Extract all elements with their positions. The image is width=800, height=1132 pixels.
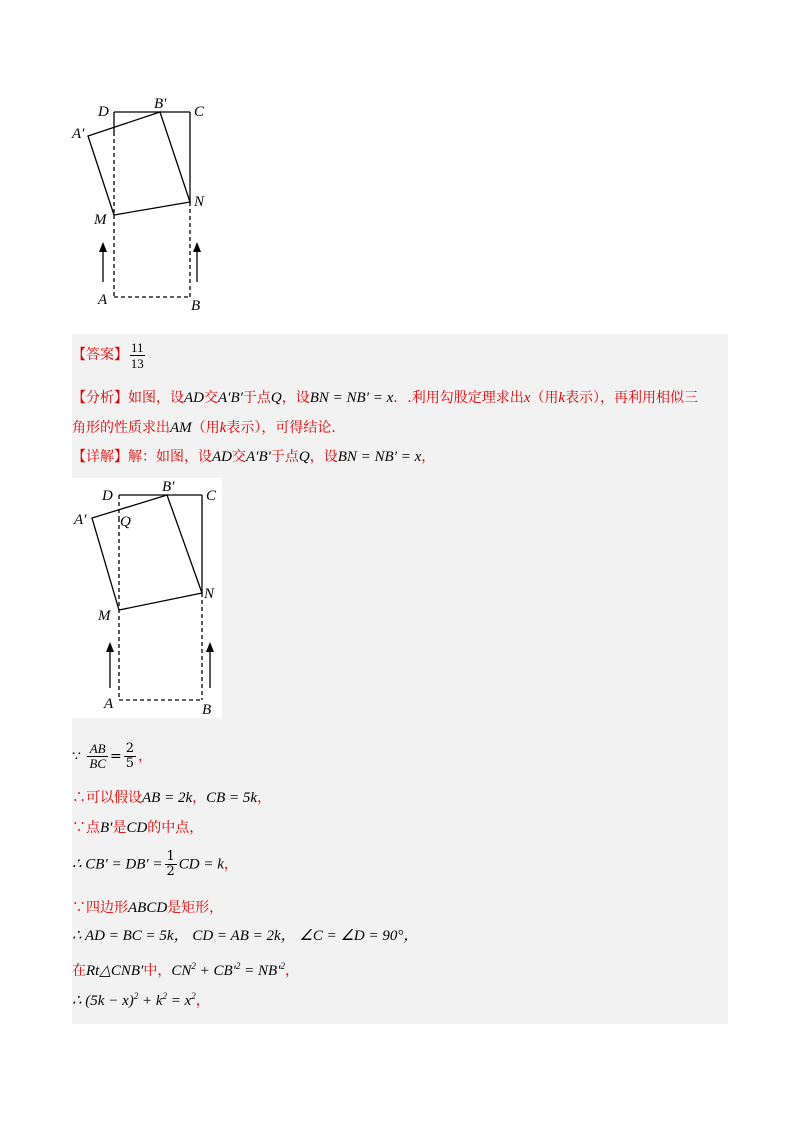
math-term: ∴ (5k − x) xyxy=(72,993,134,1009)
step-text: 的中点， xyxy=(147,820,204,836)
exponent: 2 xyxy=(235,961,241,971)
analysis-text: 角形的性质求出 xyxy=(72,420,170,436)
detail-text: ， xyxy=(421,449,436,465)
analysis-text: （用 xyxy=(530,390,559,406)
analysis-text: 如图，设 xyxy=(128,390,184,406)
analysis-text: 表示），再利用相似三 xyxy=(565,390,699,406)
folded-quad xyxy=(92,495,202,610)
analysis-text: ，设 xyxy=(281,390,310,406)
step-text: 是矩形， xyxy=(167,900,224,916)
label-d: D xyxy=(102,488,113,504)
math-cd: CD xyxy=(126,820,148,836)
math-cb-5k: CB = 5k xyxy=(206,790,258,806)
label-c: C xyxy=(194,104,205,120)
label-q: Q xyxy=(120,514,131,530)
math-bp: B′ xyxy=(100,820,113,836)
math-ad: AD xyxy=(184,390,204,406)
step-text: 在 xyxy=(72,963,86,979)
fraction-2-5 xyxy=(124,742,136,771)
math-x: x xyxy=(523,390,531,406)
folded-quad xyxy=(88,112,190,215)
comma: ， xyxy=(192,790,207,806)
answer-denominator: 13 xyxy=(130,356,144,371)
math-ad: AD xyxy=(212,449,232,465)
step-text: ∴可以假设 xyxy=(72,790,142,806)
comma: ， xyxy=(223,856,238,873)
math-k: k xyxy=(219,420,227,436)
fraction-numerator: 2 xyxy=(125,741,135,756)
math-cd-k: CD = k xyxy=(178,856,224,873)
arrow-right-head xyxy=(193,242,201,252)
step-4 xyxy=(72,850,238,879)
math-q: Q xyxy=(298,449,310,465)
label-c: C xyxy=(206,488,217,504)
answer-fraction xyxy=(130,340,145,371)
math-k: k xyxy=(558,390,566,406)
exponent: 2 xyxy=(162,991,168,1001)
analysis-tag: 【分析】 xyxy=(72,390,128,406)
figure-1 xyxy=(70,92,220,314)
detail-line xyxy=(72,447,435,467)
analysis-text: （用 xyxy=(191,420,220,436)
label-b: B xyxy=(202,702,212,718)
step-2 xyxy=(72,788,271,808)
analysis-text: 表示），可得结论. xyxy=(226,420,336,436)
comma: ， xyxy=(195,993,210,1009)
figure-2 xyxy=(72,478,222,718)
step-text: 中， xyxy=(143,963,172,979)
step-6: ∴ AD = BC = 5k， CD = AB = 2k， ∠C = ∠D = 90°， xyxy=(72,928,419,944)
arrow-left-head xyxy=(99,242,107,252)
step-text: ∵四边形 xyxy=(72,900,128,916)
label-ap: A′ xyxy=(72,126,85,142)
math-bn-eq: BN = NB′ = x xyxy=(309,390,394,406)
exponent: 2 xyxy=(191,961,196,971)
detail-text: 解：如图，设 xyxy=(128,449,212,465)
math-q: Q xyxy=(270,390,282,406)
label-b: B xyxy=(191,298,201,314)
label-ap: A′ xyxy=(74,512,87,528)
step-7 xyxy=(72,956,299,981)
math-term: + CB′ xyxy=(195,963,236,979)
exponent: 2 xyxy=(133,991,139,1001)
math-apbp: A′B′ xyxy=(246,449,271,465)
analysis-line-2 xyxy=(72,418,336,438)
math-term: = x xyxy=(167,993,192,1009)
math-cbp-dbp: ∴ CB′ = DB′ = xyxy=(72,856,163,873)
math-apbp: A′B′ xyxy=(218,390,243,406)
label-bp: B′ xyxy=(162,479,175,495)
detail-text: 交 xyxy=(232,449,246,465)
step-5 xyxy=(72,898,223,918)
label-bp: B′ xyxy=(154,96,167,112)
fraction-1-2 xyxy=(165,850,177,879)
comma: ， xyxy=(285,963,299,979)
analysis-text: ．.利用勾股定理求出 xyxy=(393,390,524,406)
label-n: N xyxy=(194,194,205,210)
because-symbol: ∵ xyxy=(72,748,81,765)
label-n: N xyxy=(204,586,215,602)
fraction-ab-bc xyxy=(87,742,108,771)
math-abcd: ABCD xyxy=(128,900,168,916)
analysis-text: 交 xyxy=(204,390,218,406)
analysis-text: 于点 xyxy=(242,390,271,406)
fraction-numerator: AB xyxy=(87,742,108,757)
math-rt-triangle: Rt△CNB′ xyxy=(86,963,144,979)
exponent: 2 xyxy=(191,991,196,1001)
comma: ， xyxy=(257,790,272,806)
comma: ， xyxy=(138,748,153,765)
equals: = xyxy=(110,748,122,765)
math-term: CN xyxy=(171,963,192,979)
label-a: A xyxy=(98,292,108,308)
answer-numerator: 11 xyxy=(131,340,144,355)
label-a: A xyxy=(104,696,114,712)
fraction-denominator: BC xyxy=(89,756,106,771)
math-term: + k xyxy=(138,993,163,1009)
fraction-denominator: 5 xyxy=(125,756,135,771)
answer-tag: 【答案】 xyxy=(72,347,128,363)
step-text: 是 xyxy=(112,820,127,836)
math-pythagoras xyxy=(171,963,285,979)
math-equation xyxy=(72,993,196,1009)
analysis-line-1 xyxy=(72,388,698,408)
step-8 xyxy=(72,986,210,1011)
answer-line xyxy=(72,345,128,365)
math-am: AM xyxy=(170,420,192,436)
math-ab-2k: AB = 2k xyxy=(142,790,193,806)
label-d: D xyxy=(98,104,109,120)
detail-text: ，设 xyxy=(309,449,338,465)
step-3 xyxy=(72,818,203,838)
math-term: = NB′ xyxy=(240,963,281,979)
detail-text: 于点 xyxy=(270,449,299,465)
fraction-numerator: 1 xyxy=(166,849,175,864)
math-bn-eq: BN = NB′ = x xyxy=(337,449,422,465)
label-m: M xyxy=(98,608,111,624)
detail-tag: 【详解】 xyxy=(72,449,128,465)
step-text: ∵点 xyxy=(72,820,100,836)
label-m: M xyxy=(94,212,107,228)
fraction-denominator: 2 xyxy=(166,864,175,879)
exponent: 2 xyxy=(280,961,285,971)
step-1 xyxy=(72,742,152,771)
